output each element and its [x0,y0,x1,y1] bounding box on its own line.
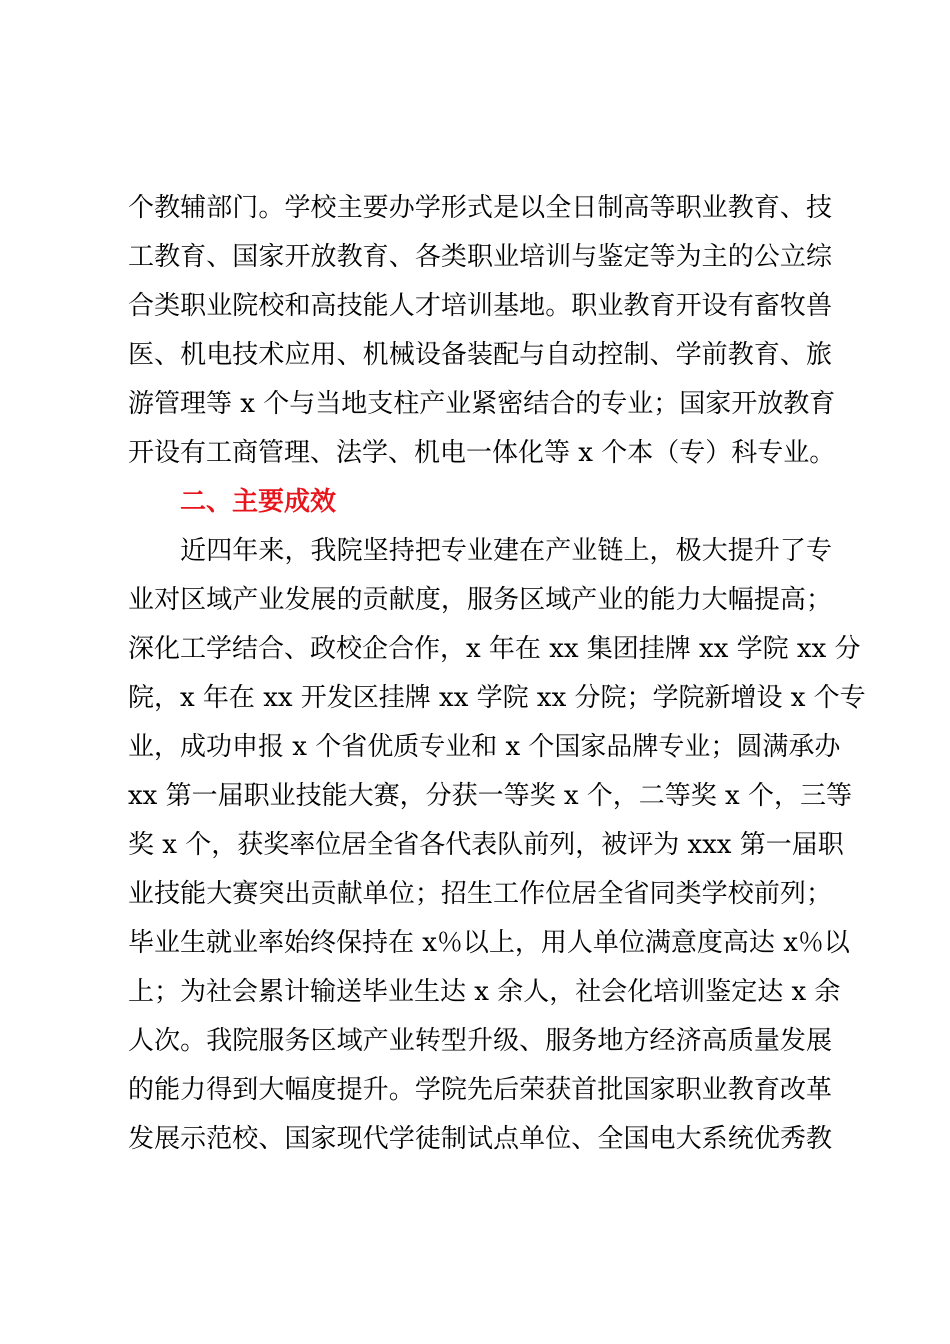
text-line: 开设有工商管理、法学、机电一体化等 x 个本（专）科专业。 [128,438,836,468]
text-line: 毕业生就业率始终保持在 x％以上，用人单位满意度高达 x％以 [128,928,850,958]
paragraph-school-overview [128,184,836,478]
text-line: 上；为社会累计输送毕业生达 x 余人，社会化培训鉴定达 x 余 [128,977,841,1007]
document-body [128,184,866,1164]
text-line: 院，x 年在 xx 开发区挂牌 xx 学院 xx 分院；学院新增设 x 个专 [128,683,866,713]
text-line: 发展示范校、国家现代学徒制试点单位、全国电大系统优秀教 [128,1124,832,1154]
text-line: 奖 x 个，获奖率位居全省各代表队前列，被评为 xxx 第一届职 [128,830,844,860]
text-line: 深化工学结合、政校企合作，x 年在 xx 集团挂牌 xx 学院 xx 分 [128,634,861,664]
text-line: 近四年来，我院坚持把专业建在产业链上，极大提升了专 [128,536,832,566]
section-heading: 二、主要成效 [180,487,337,517]
text-line: 人次。我院服务区域产业转型升级、服务地方经济高质量发展 [128,1026,832,1056]
text-line: 的能力得到大幅度提升。学院先后荣获首批国家职业教育改革 [128,1075,832,1105]
text-line: 医、机电技术应用、机械设备装配与自动控制、学前教育、旅 [128,340,832,370]
text-line: 工教育、国家开放教育、各类职业培训与鉴定等为主的公立综 [128,242,832,272]
text-line: 业，成功申报 x 个省优质专业和 x 个国家品牌专业；圆满承办 [128,732,841,762]
text-line: 业技能大赛突出贡献单位；招生工作位居全省同类学校前列； [128,879,832,909]
text-line: 个教辅部门。学校主要办学形式是以全日制高等职业教育、技 [128,193,832,223]
text-line: 游管理等 x 个与当地支柱产业紧密结合的专业；国家开放教育 [128,389,836,419]
paragraph-main-achievements [128,527,866,1164]
text-line: 合类职业院校和高技能人才培训基地。职业教育开设有畜牧兽 [128,291,832,321]
text-line: 业对区域产业发展的贡献度，服务区域产业的能力大幅提高； [128,585,832,615]
text-line: xx 第一届职业技能大赛，分获一等奖 x 个，二等奖 x 个，三等 [128,781,852,811]
